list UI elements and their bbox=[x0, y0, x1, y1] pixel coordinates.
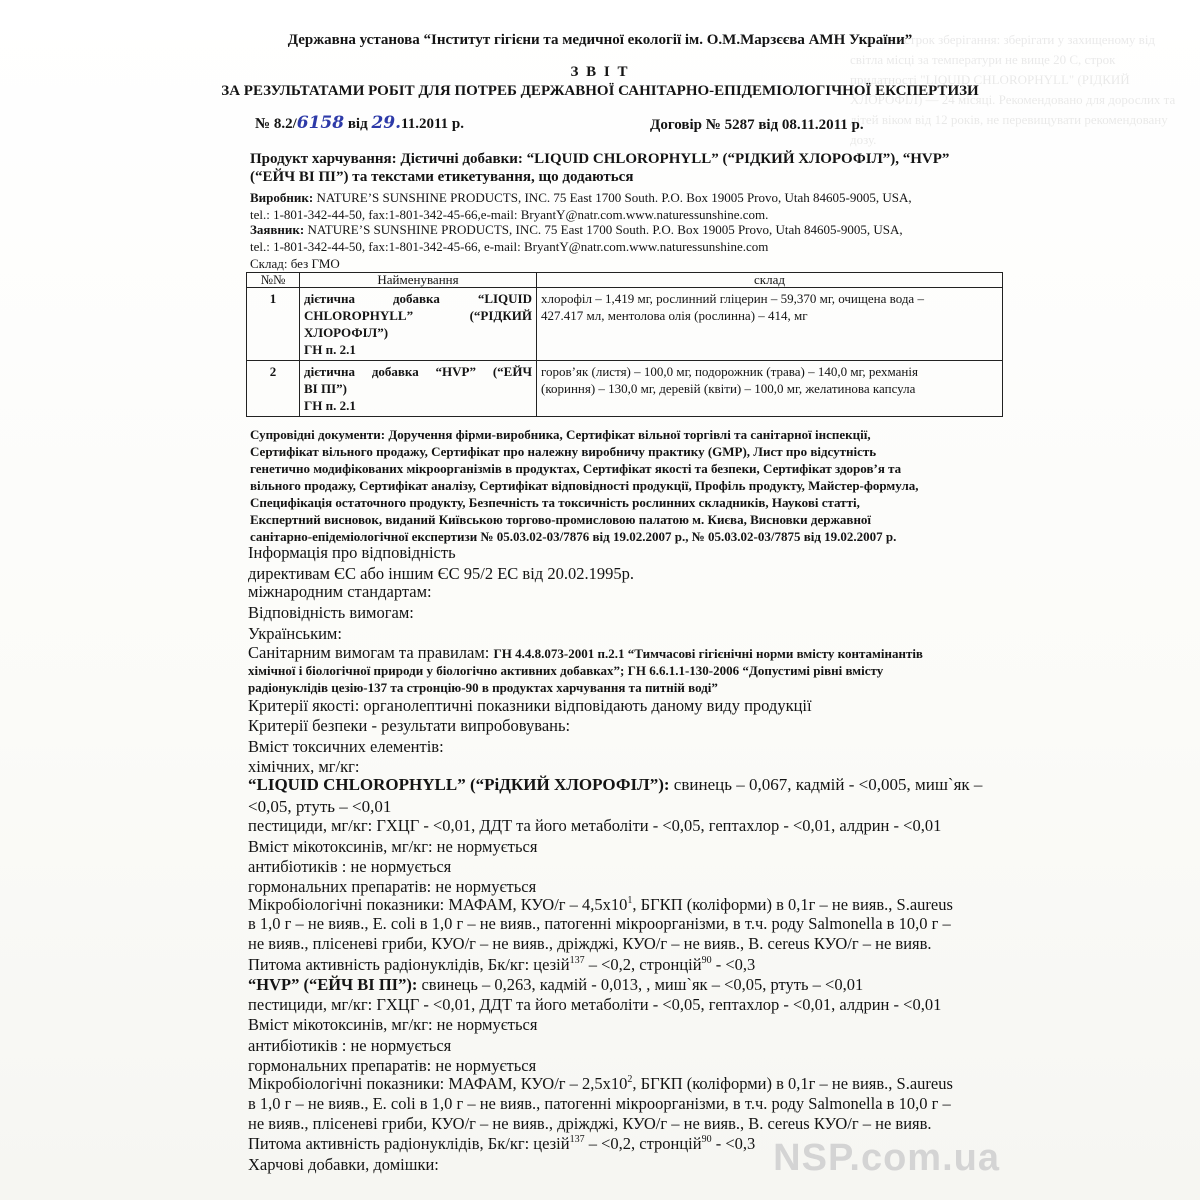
conformity-info: Інформація про відповідність bbox=[248, 543, 456, 562]
hvp-mycotoxins: Вміст мікотоксинів, мг/кг: не нормується bbox=[248, 1015, 538, 1034]
manufacturer-1: Виробник: NATURE’S SUNSHINE PRODUCTS, INC. 75 East 1700 South. P.O. Box 19005 Provo, Utah 84605-9005, USA, bbox=[250, 190, 912, 205]
lc-micro-1: Мікробіологічні показники: МАФАМ, $КУО/г - 4,5х10^1$, БГКП (коліформи) в 0,1г – не вияв., S.aureus bbox=[248, 895, 953, 914]
report-title: З В І Т bbox=[570, 64, 630, 80]
product-line-2: (“ЕЙЧ ВІ ПІ”) та текстами етикетування, що додаються bbox=[250, 169, 634, 185]
header-cell: №№ bbox=[247, 273, 300, 288]
composition-note: Склад: без ГМО bbox=[250, 256, 340, 271]
safety-criteria: Критерії безпеки - результати випробовувань: bbox=[248, 716, 571, 735]
hvp-pesticides: пестициди, мг/кг: ГХЦГ - <0,01, ДДТ та його метаболіти - <0,05, гептахлор - <0,01, алдрин - <0,01 bbox=[248, 995, 942, 1014]
intl-standards: міжнародним стандартам: bbox=[248, 582, 432, 601]
sanitary-line-3: радіонуклідів цезію-137 та стронцію-90 в продуктах харчування та питній воді” bbox=[248, 680, 718, 695]
report-number: № 8.2/6158 від 29.11.2011 р. bbox=[255, 113, 464, 133]
quality-criteria: Критерії якості: органолептичні показники відповідають даному виду продукції bbox=[248, 696, 812, 715]
lc-pesticides: пестициди, мг/кг: ГХЦГ - <0,01, ДДТ та його метаболіти - <0,05, гептахлор - <0,01, алдрин - <0,01 bbox=[248, 816, 942, 835]
lc-antibiotics: антибіотиків : не нормується bbox=[248, 857, 452, 876]
eu-directives: директивам ЄС або іншим ЄС 95/2 ЕС від 20.02.1995р. bbox=[248, 564, 634, 583]
docs-line-6: Експертний висновок, виданий Київською торгово-промисловою палатою м. Києва, Висновки державної bbox=[250, 512, 872, 527]
header-cell: Найменування bbox=[300, 273, 537, 288]
docs-line-2: Сертифікат вільного продажу, Сертифікат про належну виробничу практику (GMP), Лист про відсутність bbox=[250, 444, 877, 459]
hvp-micro-2: в 1,0 г – не вияв., E. coli в 1,0 г – не вияв., патогенні мікроорганізми, в т.ч. роду Salmonella в 10,0 г – bbox=[248, 1094, 951, 1113]
docs-line-3: генетично модифікованих мікроорганізмів в продуктах, Сертифікат якості та безпеки, Сертифікат здоров’я та bbox=[250, 461, 902, 476]
lc-micro-2: в 1,0 г – не вияв., E. coli в 1,0 г – не вияв., патогенні мікроорганізми, в т.ч. роду Salmonella в 10,0 г – bbox=[248, 914, 951, 933]
site-watermark: NSP.com.ua bbox=[773, 1137, 1000, 1179]
contract-number: Договір № 5287 від 08.11.2011 р. bbox=[650, 117, 864, 133]
hvp-micro-1: Мікробіологічні показники: МАФАМ, $КУО/г - 2,5х10^2$, БГКП (коліформи) в 0,1г – не вияв., S.aureus bbox=[248, 1074, 953, 1093]
docs-line-1: Супровідні документи: Доручення фірми-виробника, Сертифікат вільної торгівлі та санітарної інспекції, bbox=[250, 427, 871, 442]
lc-mycotoxins: Вміст мікотоксинів, мг/кг: не нормується bbox=[248, 837, 538, 856]
food-additives-heading: Харчові добавки, домішки: bbox=[248, 1155, 439, 1174]
docs-line-5: Специфікація остаточного продукту, Безпечність та токсичність рослинних складників, Наукові статті, bbox=[250, 495, 860, 510]
composition-cell: хлорофіл – 1,419 мг, рослинний гліцерин – 59,370 мг, очищена вода – 427.417 мл, ментолова олія (рослинна) – 414, мг bbox=[537, 288, 1003, 361]
docs-line-7: санітарно-епідеміологічної експертизи № 05.03.02-03/7876 від 19.02.2007 р., № 05.03.02-03/7875 від 19.02.2007 р. bbox=[250, 529, 897, 544]
composition-cell: горов’як (листя) – 100,0 мг, подорожник (трава) – 140,0 мг, рехманія (кориння) – 130,0 мг, деревій (квіти) – 100,0 мг, желатинова капсула bbox=[537, 361, 1003, 417]
lc-hormones: гормональних препаратів: не нормується bbox=[248, 877, 537, 896]
lc-radionuclides: Питома активність радіонуклідів, Бк/кг: цезій$^{137}$ – <0,2, стронцій$^{90}$ - <0,3 bbox=[248, 955, 756, 974]
bleed-through-text: Умови та строк зберігання: зберігати у захищеному від світла місці за температури не вище 20 С, строк придатності "LIQUID CHLOROPHYLL" (РІДКИЙ ХЛОРОФІЛ) — 24 місяці. Рекомендовано для дорослих та дітей віком від 12 років, не перевищувати рекомендовану дозу. bbox=[850, 32, 1176, 147]
table-row bbox=[247, 288, 1003, 361]
hvp-antibiotics: антибіотиків : не нормується bbox=[248, 1036, 452, 1055]
chemical-heading: хімічних, мг/кг: bbox=[248, 757, 360, 776]
lc-toxic-2: <0,05, ртуть – <0,01 bbox=[248, 797, 392, 816]
lc-toxic-1: “LIQUID CHLOROPHYLL” (“РіДКИЙ ХЛОРОФІЛ”): свинець – 0,067, кадмій - <0,005, миш`як – bbox=[248, 775, 983, 794]
handwritten-number: 6158 bbox=[296, 113, 345, 133]
institution-name: Державна установа “Інститут гігієни та медичної екології ім. О.М.Марзєєва АМН України” bbox=[287, 32, 913, 48]
lc-micro-3: не вияв., плісеневі гриби, КУО/г – не вияв., дріжджі, КУО/г – не вияв., B. cereus КУО/г – не вияв. bbox=[248, 934, 932, 953]
docs-line-4: вільного продажу, Сертифікат аналізу, Сертифікат відповідності продукції, Профіль продукту, Майстер-формула, bbox=[250, 478, 919, 493]
table-header-row bbox=[247, 273, 1003, 288]
applicant-1: Заявник: NATURE’S SUNSHINE PRODUCTS, INC. 75 East 1700 South. P.O. Box 19005 Provo, Utah 84605-9005, USA, bbox=[250, 222, 903, 237]
row-number: 1 bbox=[247, 288, 300, 361]
sanitary-line-2: хімічної і біологічної природи у біологічно активних добавках”; ГН 6.6.1.1-130-2006 “Допустимі рівні вмісту bbox=[248, 663, 884, 678]
row-number: 2 bbox=[247, 361, 300, 417]
header-cell: склад bbox=[537, 273, 1003, 288]
hvp-micro-3: не вияв., плісеневі гриби, КУО/г – не вияв., дріжджі, КУО/г – не вияв., B. cereus КУО/г – не вияв. bbox=[248, 1114, 932, 1133]
sanitary-line-1: Санітарним вимогам та правилам: ГН 4.4.8.073-2001 п.2.1 “Тимчасові гігієнічні норми вмісту контамінантів bbox=[248, 643, 923, 662]
toxic-heading: Вміст токсичних елементів: bbox=[248, 737, 444, 756]
requirements-heading: Відповідність вимогам: bbox=[248, 603, 414, 622]
manufacturer-2: tel.: 1-801-342-44-50, fax:1-801-342-45-66,e-mail: BryantY@natr.com.www.naturessunshine.com. bbox=[250, 207, 769, 222]
product-name-cell: дієтична добавка “LIQUID CHLOROPHYLL” (“РІДКИЙ ХЛОРОФІЛ”) ГН п. 2.1 bbox=[300, 288, 537, 361]
report-subtitle: ЗА РЕЗУЛЬТАТАМИ РОБІТ ДЛЯ ПОТРЕБ ДЕРЖАВНОЇ САНІТАРНО-ЕПІДЕМІОЛОГІЧНОЇ ЕКСПЕРТИЗИ bbox=[221, 83, 979, 99]
hvp-radionuclides: Питома активність радіонуклідів, Бк/кг: цезій$^{137}$ – <0,2, стронцій$^{90}$ - <0,3 bbox=[248, 1134, 756, 1153]
applicant-2: tel.: 1-801-342-44-50, fax:1-801-342-45-66, e-mail: BryantY@natr.com.www.naturessunshine.com bbox=[250, 239, 769, 254]
hvp-hormones: гормональних препаратів: не нормується bbox=[248, 1056, 537, 1075]
product-line-1: Продукт харчування: Дієтичні добавки: “LIQUID CHLOROPHYLL” (“РІДКИЙ ХЛОРОФІЛ”), “HVP” bbox=[250, 151, 950, 167]
product-name-cell: дієтична добавка “HVP” (“ЕЙЧ ВІ ПІ”) ГН п. 2.1 bbox=[300, 361, 537, 417]
hvp-toxic: “HVP” (“ЕЙЧ ВІ ПІ”): свинець – 0,263, кадмій - 0,013, , миш`як – <0,05, ртуть – <0,01 bbox=[248, 975, 864, 994]
table-row bbox=[247, 361, 1003, 417]
composition-table bbox=[246, 272, 1003, 417]
handwritten-date: 29. bbox=[371, 113, 402, 133]
ukrainian-heading: Українським: bbox=[248, 624, 342, 643]
